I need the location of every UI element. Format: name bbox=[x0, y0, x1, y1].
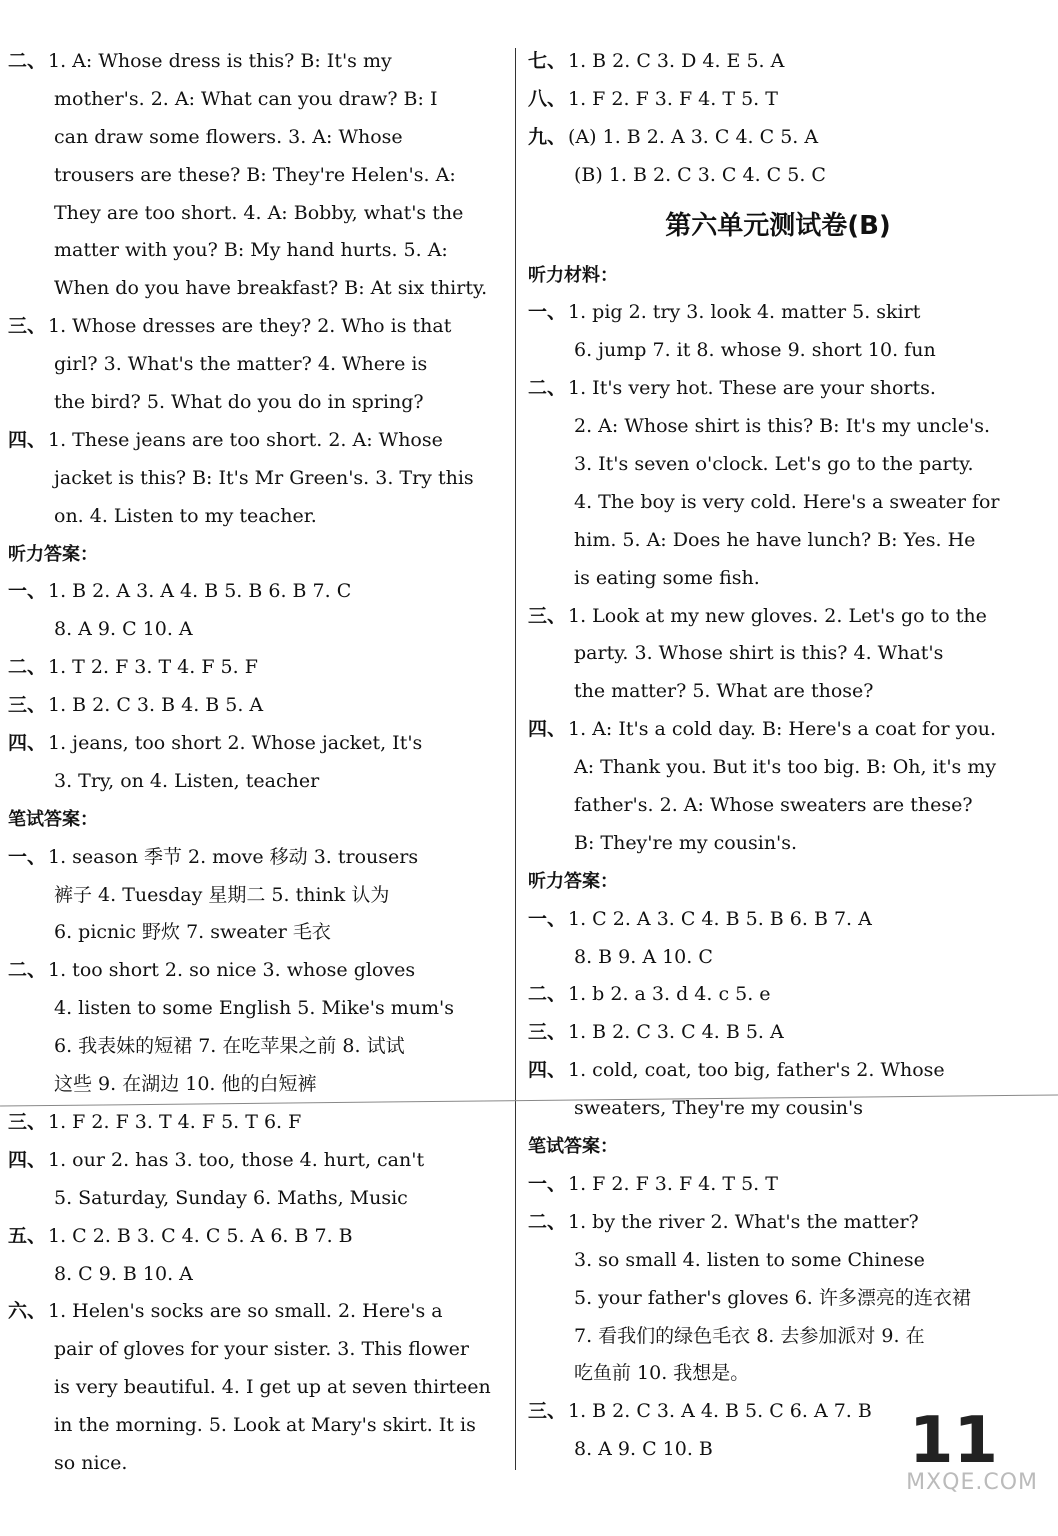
answer-text: 1. Helen's socks are so small. 2. Here's a bbox=[48, 1300, 443, 1323]
answer-text: 1. A: Whose dress is this? B: It's my bbox=[48, 50, 392, 72]
section-number: 六、 bbox=[8, 1300, 47, 1323]
answer-heading: 听力答案： bbox=[8, 543, 98, 565]
section-number: 二、 bbox=[528, 983, 567, 1006]
column-divider bbox=[515, 48, 516, 1470]
section-number: 八、 bbox=[528, 87, 567, 110]
answer-line bbox=[528, 294, 1028, 332]
answer-line bbox=[8, 914, 510, 952]
answer-line bbox=[528, 673, 1028, 711]
answer-text: matter with you? B: My hand hurts. 5. A: bbox=[54, 239, 448, 262]
answer-text: 8. C 9. B 10. A bbox=[54, 1262, 193, 1285]
section-number: 五、 bbox=[8, 1224, 47, 1247]
answer-line bbox=[8, 43, 510, 81]
answer-text: (B) 1. B 2. C 3. C 4. C 5. C bbox=[574, 163, 826, 186]
answer-text: 3. It's seven o'clock. Let's go to the party. bbox=[574, 453, 974, 476]
answer-line bbox=[528, 1166, 1028, 1204]
answer-line bbox=[528, 157, 1028, 195]
answer-line bbox=[8, 1407, 510, 1445]
answer-text: the matter? 5. What are those? bbox=[574, 680, 874, 703]
answer-text: 1. jeans, too short 2. Whose jacket, It's bbox=[48, 732, 423, 755]
section-number: 三、 bbox=[8, 694, 47, 717]
answer-line bbox=[8, 270, 510, 308]
answer-text: girl? 3. What's the matter? 4. Where is bbox=[54, 353, 428, 376]
answer-text: 3. Try, on 4. Listen, teacher bbox=[54, 769, 320, 792]
answer-line bbox=[528, 1355, 1028, 1393]
answer-line bbox=[8, 573, 510, 611]
answer-line bbox=[528, 598, 1028, 636]
answer-line bbox=[8, 1445, 510, 1483]
section-number: 九、 bbox=[528, 125, 567, 148]
answer-text: 7. 看我们的绿色毛衣 8. 去参加派对 9. 在 bbox=[574, 1324, 925, 1347]
answer-line bbox=[8, 232, 510, 270]
answer-line bbox=[8, 460, 510, 498]
answer-text: 1. cold, coat, too big, father's 2. Whose bbox=[568, 1059, 945, 1082]
answer-text: 裤子 4. Tuesday 星期二 5. think 认为 bbox=[54, 883, 390, 906]
answer-line bbox=[528, 332, 1028, 370]
answer-heading: 听力答案： bbox=[528, 870, 618, 892]
answer-text: so nice. bbox=[54, 1451, 128, 1474]
section-number: 一、 bbox=[528, 1172, 567, 1195]
answer-line bbox=[528, 119, 1028, 157]
page-number: 11 bbox=[908, 1404, 998, 1478]
answer-text: 4. The boy is very cold. Here's a sweater for bbox=[574, 490, 1000, 513]
answer-text: 8. A 9. C 10. A bbox=[54, 618, 193, 641]
answer-line bbox=[8, 195, 510, 233]
answer-text: can draw some flowers. 3. A: Whose bbox=[54, 125, 403, 148]
answer-text: is eating some fish. bbox=[574, 566, 760, 589]
answer-text: 1. our 2. has 3. too, those 4. hurt, can't bbox=[48, 1148, 425, 1171]
answer-text: 1. Whose dresses are they? 2. Who is that bbox=[48, 315, 452, 338]
answer-line bbox=[8, 157, 510, 195]
right-column bbox=[528, 0, 1028, 1469]
answer-text: 1. season 季节 2. move 移动 3. trousers bbox=[48, 845, 419, 868]
answer-text: pair of gloves for your sister. 3. This flower bbox=[54, 1338, 469, 1361]
section-number: 一、 bbox=[528, 301, 567, 324]
section-number: 七、 bbox=[528, 50, 567, 72]
answer-text: 1. These jeans are too short. 2. A: Whose bbox=[48, 428, 443, 451]
answer-text: 1. C 2. B 3. C 4. C 5. A 6. B 7. B bbox=[48, 1224, 353, 1247]
section-number: 二、 bbox=[8, 959, 47, 982]
answer-line bbox=[8, 384, 510, 422]
answer-line bbox=[8, 346, 510, 384]
answer-text: 这些 9. 在湖边 10. 他的白短裤 bbox=[54, 1073, 317, 1096]
answer-heading: 听力材料： bbox=[528, 264, 618, 286]
answer-text: 6. jump 7. it 8. whose 9. short 10. fun bbox=[574, 339, 936, 362]
answer-line bbox=[8, 1066, 510, 1104]
answer-text: in the morning. 5. Look at Mary's skirt. It is bbox=[54, 1414, 476, 1437]
answer-text: 8. A 9. C 10. B bbox=[574, 1438, 713, 1461]
answer-text: 吃鱼前 10. 我想是。 bbox=[574, 1362, 750, 1385]
answer-line bbox=[528, 1242, 1028, 1280]
answer-text: When do you have breakfast? B: At six thirty. bbox=[54, 277, 488, 300]
answer-text: B: They're my cousin's. bbox=[574, 831, 798, 854]
answer-text: him. 5. A: Does he have lunch? B: Yes. He bbox=[574, 528, 976, 551]
answer-line bbox=[528, 522, 1028, 560]
section-number: 四、 bbox=[8, 1148, 47, 1171]
answer-text: 6. 我表妹的短裙 7. 在吃苹果之前 8. 试试 bbox=[54, 1035, 405, 1058]
answer-line bbox=[528, 635, 1028, 673]
answer-text: 1. F 2. F 3. F 4. T 5. T bbox=[568, 87, 778, 110]
answer-line bbox=[528, 370, 1028, 408]
answer-line bbox=[8, 1180, 510, 1218]
answer-text: 1. C 2. A 3. C 4. B 5. B 6. B 7. A bbox=[568, 907, 872, 930]
answer-text: 1. B 2. C 3. A 4. B 5. C 6. A 7. B bbox=[568, 1400, 872, 1423]
answer-text: 1. Look at my new gloves. 2. Let's go to the bbox=[568, 604, 987, 627]
answer-line bbox=[528, 711, 1028, 749]
answer-line bbox=[528, 976, 1028, 1014]
answer-line bbox=[8, 649, 510, 687]
answer-text: trousers are these? B: They're Helen's. A: bbox=[54, 163, 456, 186]
answer-line bbox=[528, 1014, 1028, 1052]
answer-text: sweaters, They're my cousin's bbox=[574, 1097, 863, 1120]
answer-line bbox=[8, 1293, 510, 1331]
section-number: 四、 bbox=[528, 1059, 567, 1082]
answer-line bbox=[8, 1104, 510, 1142]
answer-line bbox=[8, 81, 510, 119]
answer-text: 1. B 2. A 3. A 4. B 5. B 6. B 7. C bbox=[48, 580, 352, 603]
answer-line bbox=[528, 939, 1028, 977]
section-number: 一、 bbox=[528, 907, 567, 930]
answer-text: on. 4. Listen to my teacher. bbox=[54, 504, 317, 527]
answer-text: 1. B 2. C 3. B 4. B 5. A bbox=[48, 694, 264, 717]
answer-line bbox=[8, 1256, 510, 1294]
answer-line bbox=[8, 1028, 510, 1066]
answer-text: They are too short. 4. A: Bobby, what's the bbox=[54, 201, 464, 224]
left-column bbox=[8, 0, 510, 1483]
answer-line bbox=[528, 1052, 1028, 1090]
answer-text: 4. listen to some English 5. Mike's mum's bbox=[54, 997, 454, 1020]
section-number: 二、 bbox=[528, 377, 567, 400]
answer-line bbox=[8, 1331, 510, 1369]
section-number: 三、 bbox=[528, 1021, 567, 1044]
answer-line bbox=[528, 901, 1028, 939]
section-number: 四、 bbox=[8, 428, 47, 451]
answer-text: 1. It's very hot. These are your shorts. bbox=[568, 377, 936, 400]
answer-text: 1. too short 2. so nice 3. whose gloves bbox=[48, 959, 416, 982]
section-number: 一、 bbox=[8, 845, 47, 868]
answer-line bbox=[8, 687, 510, 725]
section-number: 一、 bbox=[8, 580, 47, 603]
answer-text: 5. your father's gloves 6. 许多漂亮的连衣裙 bbox=[574, 1286, 971, 1309]
answer-line bbox=[8, 839, 510, 877]
answer-line bbox=[528, 446, 1028, 484]
section-number: 三、 bbox=[8, 315, 47, 338]
section-title: 第六单元测试卷(B) bbox=[665, 210, 891, 241]
answer-line bbox=[528, 81, 1028, 119]
answer-line bbox=[8, 990, 510, 1028]
section-number: 三、 bbox=[8, 1110, 47, 1133]
answer-heading: 笔试答案： bbox=[528, 1136, 618, 1158]
answer-text: 1. B 2. C 3. C 4. B 5. A bbox=[568, 1021, 784, 1044]
answer-line bbox=[8, 763, 510, 801]
answer-line bbox=[528, 1280, 1028, 1318]
answer-text: father's. 2. A: Whose sweaters are these? bbox=[574, 794, 973, 817]
answer-line bbox=[528, 825, 1028, 863]
answer-text: 6. picnic 野炊 7. sweater 毛衣 bbox=[54, 921, 331, 944]
answer-text: 1. pig 2. try 3. look 4. matter 5. skirt bbox=[568, 301, 921, 324]
answer-text: 1. b 2. a 3. d 4. c 5. e bbox=[568, 983, 771, 1006]
answer-text: A: Thank you. But it's too big. B: Oh, it's my bbox=[574, 756, 997, 779]
answer-line bbox=[8, 498, 510, 536]
answer-line bbox=[8, 119, 510, 157]
answer-line bbox=[8, 1369, 510, 1407]
answer-text: 1. T 2. F 3. T 4. F 5. F bbox=[48, 656, 258, 679]
answer-text: (A) 1. B 2. A 3. C 4. C 5. A bbox=[568, 125, 819, 148]
section-number: 二、 bbox=[528, 1210, 567, 1233]
answer-text: 2. A: Whose shirt is this? B: It's my uncle's. bbox=[574, 415, 990, 438]
answer-text: 1. B 2. C 3. D 4. E 5. A bbox=[568, 50, 785, 72]
answer-line bbox=[8, 877, 510, 915]
watermark: MXQE.COM bbox=[906, 1470, 1038, 1495]
answer-text: 1. F 2. F 3. F 4. T 5. T bbox=[568, 1172, 778, 1195]
answer-line bbox=[8, 1142, 510, 1180]
answer-text: 3. so small 4. listen to some Chinese bbox=[574, 1248, 925, 1271]
answer-text: is very beautiful. 4. I get up at seven thirteen bbox=[54, 1376, 491, 1399]
answer-line bbox=[8, 952, 510, 990]
section-number: 二、 bbox=[8, 50, 47, 72]
answer-line bbox=[8, 611, 510, 649]
answer-text: 8. B 9. A 10. C bbox=[574, 945, 713, 968]
section-number: 三、 bbox=[528, 1400, 567, 1423]
answer-line bbox=[8, 422, 510, 460]
answer-line bbox=[8, 1218, 510, 1256]
section-number: 三、 bbox=[528, 604, 567, 627]
section-number: 二、 bbox=[8, 656, 47, 679]
answer-line bbox=[528, 787, 1028, 825]
answer-text: 5. Saturday, Sunday 6. Maths, Music bbox=[54, 1186, 408, 1209]
answer-text: 1. F 2. F 3. T 4. F 5. T 6. F bbox=[48, 1110, 302, 1133]
answer-text: 1. by the river 2. What's the matter? bbox=[568, 1210, 919, 1233]
answer-line bbox=[528, 1318, 1028, 1356]
answer-text: the bird? 5. What do you do in spring? bbox=[54, 391, 424, 414]
answer-text: party. 3. Whose shirt is this? 4. What's bbox=[574, 642, 944, 665]
answer-text: mother's. 2. A: What can you draw? B: I bbox=[54, 87, 438, 110]
answer-line bbox=[528, 749, 1028, 787]
answer-line bbox=[528, 484, 1028, 522]
answer-line bbox=[528, 1204, 1028, 1242]
answer-line bbox=[528, 43, 1028, 81]
answer-text: 1. A: It's a cold day. B: Here's a coat for you. bbox=[568, 718, 997, 741]
section-number: 四、 bbox=[528, 718, 567, 741]
answer-line bbox=[528, 408, 1028, 446]
answer-line bbox=[8, 308, 510, 346]
answer-line bbox=[8, 725, 510, 763]
answer-heading: 笔试答案： bbox=[8, 808, 98, 830]
answer-line bbox=[528, 560, 1028, 598]
section-number: 四、 bbox=[8, 732, 47, 755]
answer-text: jacket is this? B: It's Mr Green's. 3. Try this bbox=[54, 466, 474, 489]
